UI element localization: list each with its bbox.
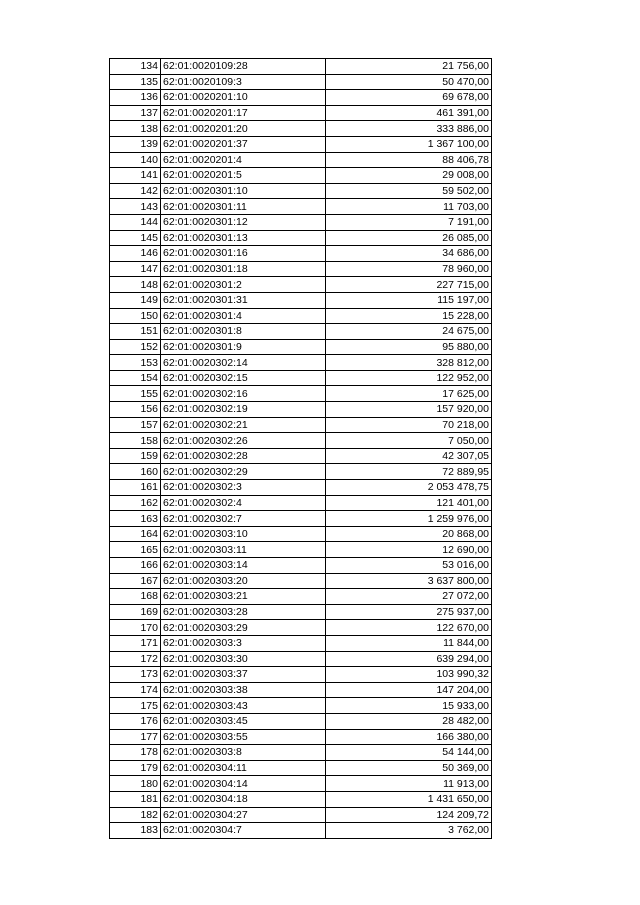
cadastral-value-cell: 121 401,00 [326,495,492,511]
table-row [110,729,492,745]
row-number-cell: 161 [110,480,161,496]
row-number-cell: 160 [110,464,161,480]
cadastral-value-cell: 7 050,00 [326,433,492,449]
cadastral-value-cell: 78 960,00 [326,261,492,277]
table-row [110,339,492,355]
table-row [110,433,492,449]
row-number-cell: 153 [110,355,161,371]
row-number-cell: 178 [110,745,161,761]
cadastral-number-cell: 62:01:0020302:15 [161,370,326,386]
table-row [110,464,492,480]
row-number-cell: 151 [110,324,161,340]
row-number-cell: 150 [110,308,161,324]
row-number-cell: 156 [110,402,161,418]
cadastral-number-cell: 62:01:0020303:10 [161,526,326,542]
row-number-cell: 157 [110,417,161,433]
cadastral-value-cell: 1 259 976,00 [326,511,492,527]
cadastral-value-cell: 1 431 650,00 [326,791,492,807]
cadastral-number-cell: 62:01:0020301:8 [161,324,326,340]
cadastral-number-cell: 62:01:0020303:38 [161,682,326,698]
cadastral-value-cell: 3 637 800,00 [326,573,492,589]
cadastral-number-cell: 62:01:0020302:26 [161,433,326,449]
table-row [110,526,492,542]
cadastral-value-cell: 124 209,72 [326,807,492,823]
cadastral-value-cell: 333 886,00 [326,121,492,137]
cadastral-value-cell: 275 937,00 [326,604,492,620]
row-number-cell: 149 [110,292,161,308]
cadastral-value-cell: 1 367 100,00 [326,136,492,152]
table-row [110,230,492,246]
row-number-cell: 176 [110,713,161,729]
cadastral-value-cell: 11 913,00 [326,776,492,792]
row-number-cell: 179 [110,760,161,776]
cadastral-number-cell: 62:01:0020302:7 [161,511,326,527]
table-row [110,667,492,683]
cadastral-number-cell: 62:01:0020302:14 [161,355,326,371]
row-number-cell: 170 [110,620,161,636]
cadastral-number-cell: 62:01:0020303:37 [161,667,326,683]
cadastral-value-table [109,58,492,839]
cadastral-number-cell: 62:01:0020301:10 [161,183,326,199]
cadastral-value-cell: 122 952,00 [326,370,492,386]
cadastral-number-cell: 62:01:0020303:55 [161,729,326,745]
cadastral-value-cell: 34 686,00 [326,246,492,262]
cadastral-number-cell: 62:01:0020303:3 [161,635,326,651]
cadastral-value-cell: 122 670,00 [326,620,492,636]
cadastral-number-cell: 62:01:0020201:10 [161,90,326,106]
table-row [110,807,492,823]
row-number-cell: 183 [110,823,161,839]
row-number-cell: 169 [110,604,161,620]
cadastral-number-cell: 62:01:0020109:28 [161,59,326,75]
row-number-cell: 180 [110,776,161,792]
cadastral-value-cell: 50 369,00 [326,760,492,776]
table-row [110,370,492,386]
row-number-cell: 152 [110,339,161,355]
table-row [110,277,492,293]
cadastral-value-cell: 147 204,00 [326,682,492,698]
row-number-cell: 159 [110,448,161,464]
cadastral-number-cell: 62:01:0020302:28 [161,448,326,464]
cadastral-number-cell: 62:01:0020301:31 [161,292,326,308]
row-number-cell: 147 [110,261,161,277]
row-number-cell: 146 [110,246,161,262]
table-row [110,199,492,215]
cadastral-value-cell: 11 844,00 [326,635,492,651]
cadastral-value-cell: 88 406,78 [326,152,492,168]
row-number-cell: 154 [110,370,161,386]
row-number-cell: 141 [110,168,161,184]
table-row [110,246,492,262]
table-row [110,791,492,807]
row-number-cell: 138 [110,121,161,137]
table-row [110,542,492,558]
table-row [110,417,492,433]
table-row [110,448,492,464]
table-row [110,261,492,277]
cadastral-number-cell: 62:01:0020109:3 [161,74,326,90]
cadastral-number-cell: 62:01:0020301:12 [161,214,326,230]
table-row [110,152,492,168]
row-number-cell: 163 [110,511,161,527]
cadastral-number-cell: 62:01:0020303:30 [161,651,326,667]
cadastral-number-cell: 62:01:0020301:9 [161,339,326,355]
cadastral-number-cell: 62:01:0020303:11 [161,542,326,558]
cadastral-number-cell: 62:01:0020302:3 [161,480,326,496]
table-row [110,635,492,651]
cadastral-number-cell: 62:01:0020201:37 [161,136,326,152]
table-row [110,511,492,527]
cadastral-value-cell: 28 482,00 [326,713,492,729]
table-row [110,573,492,589]
table-row [110,480,492,496]
table-row [110,292,492,308]
table-row [110,698,492,714]
cadastral-number-cell: 62:01:0020301:13 [161,230,326,246]
cadastral-number-cell: 62:01:0020301:2 [161,277,326,293]
cadastral-value-cell: 54 144,00 [326,745,492,761]
table-row [110,651,492,667]
table-row [110,745,492,761]
table-row [110,604,492,620]
table-row [110,59,492,75]
cadastral-value-cell: 157 920,00 [326,402,492,418]
row-number-cell: 167 [110,573,161,589]
cadastral-value-cell: 227 715,00 [326,277,492,293]
cadastral-value-cell: 3 762,00 [326,823,492,839]
cadastral-value-cell: 27 072,00 [326,589,492,605]
cadastral-number-cell: 62:01:0020304:27 [161,807,326,823]
cadastral-value-cell: 69 678,00 [326,90,492,106]
table-row [110,74,492,90]
cadastral-number-cell: 62:01:0020304:11 [161,760,326,776]
table-body [110,59,492,839]
row-number-cell: 145 [110,230,161,246]
table-row [110,121,492,137]
cadastral-value-cell: 95 880,00 [326,339,492,355]
cadastral-number-cell: 62:01:0020302:21 [161,417,326,433]
cadastral-number-cell: 62:01:0020303:8 [161,745,326,761]
cadastral-number-cell: 62:01:0020303:21 [161,589,326,605]
cadastral-value-cell: 12 690,00 [326,542,492,558]
table-row [110,402,492,418]
row-number-cell: 162 [110,495,161,511]
cadastral-number-cell: 62:01:0020304:7 [161,823,326,839]
cadastral-value-cell: 15 933,00 [326,698,492,714]
cadastral-number-cell: 62:01:0020303:43 [161,698,326,714]
cadastral-value-cell: 15 228,00 [326,308,492,324]
cadastral-number-cell: 62:01:0020201:20 [161,121,326,137]
table-row [110,776,492,792]
cadastral-value-cell: 7 191,00 [326,214,492,230]
table-row [110,823,492,839]
table-row [110,558,492,574]
row-number-cell: 177 [110,729,161,745]
cadastral-value-cell: 17 625,00 [326,386,492,402]
row-number-cell: 144 [110,214,161,230]
cadastral-number-cell: 62:01:0020303:45 [161,713,326,729]
row-number-cell: 142 [110,183,161,199]
cadastral-value-cell: 103 990,32 [326,667,492,683]
cadastral-number-cell: 62:01:0020302:4 [161,495,326,511]
cadastral-number-cell: 62:01:0020201:4 [161,152,326,168]
table-row [110,682,492,698]
row-number-cell: 143 [110,199,161,215]
cadastral-value-cell: 70 218,00 [326,417,492,433]
row-number-cell: 174 [110,682,161,698]
cadastral-value-cell: 20 868,00 [326,526,492,542]
row-number-cell: 171 [110,635,161,651]
cadastral-value-cell: 72 889,95 [326,464,492,480]
cadastral-number-cell: 62:01:0020304:14 [161,776,326,792]
row-number-cell: 148 [110,277,161,293]
row-number-cell: 165 [110,542,161,558]
table-row [110,324,492,340]
cadastral-value-cell: 42 307,05 [326,448,492,464]
table-row [110,713,492,729]
row-number-cell: 135 [110,74,161,90]
table-row [110,355,492,371]
row-number-cell: 168 [110,589,161,605]
cadastral-value-cell: 461 391,00 [326,105,492,121]
table-row [110,620,492,636]
cadastral-number-cell: 62:01:0020201:17 [161,105,326,121]
cadastral-number-cell: 62:01:0020302:29 [161,464,326,480]
cadastral-number-cell: 62:01:0020201:5 [161,168,326,184]
row-number-cell: 155 [110,386,161,402]
row-number-cell: 172 [110,651,161,667]
cadastral-number-cell: 62:01:0020302:16 [161,386,326,402]
table-row [110,589,492,605]
table-row [110,136,492,152]
cadastral-number-cell: 62:01:0020301:16 [161,246,326,262]
row-number-cell: 136 [110,90,161,106]
table-row [110,183,492,199]
cadastral-value-cell: 29 008,00 [326,168,492,184]
cadastral-value-cell: 328 812,00 [326,355,492,371]
cadastral-number-cell: 62:01:0020303:20 [161,573,326,589]
cadastral-value-cell: 59 502,00 [326,183,492,199]
row-number-cell: 173 [110,667,161,683]
cadastral-value-cell: 11 703,00 [326,199,492,215]
cadastral-number-cell: 62:01:0020301:4 [161,308,326,324]
table-row [110,386,492,402]
cadastral-number-cell: 62:01:0020302:19 [161,402,326,418]
cadastral-value-cell: 115 197,00 [326,292,492,308]
row-number-cell: 181 [110,791,161,807]
cadastral-value-cell: 21 756,00 [326,59,492,75]
cadastral-number-cell: 62:01:0020303:29 [161,620,326,636]
table-row [110,105,492,121]
cadastral-number-cell: 62:01:0020303:14 [161,558,326,574]
table-row [110,90,492,106]
cadastral-value-cell: 53 016,00 [326,558,492,574]
row-number-cell: 166 [110,558,161,574]
row-number-cell: 164 [110,526,161,542]
cadastral-number-cell: 62:01:0020301:18 [161,261,326,277]
cadastral-number-cell: 62:01:0020301:11 [161,199,326,215]
cadastral-number-cell: 62:01:0020303:28 [161,604,326,620]
row-number-cell: 134 [110,59,161,75]
cadastral-value-cell: 2 053 478,75 [326,480,492,496]
table-row [110,168,492,184]
row-number-cell: 182 [110,807,161,823]
table-row [110,214,492,230]
row-number-cell: 139 [110,136,161,152]
table-row [110,495,492,511]
cadastral-value-cell: 50 470,00 [326,74,492,90]
row-number-cell: 158 [110,433,161,449]
cadastral-value-cell: 24 675,00 [326,324,492,340]
row-number-cell: 137 [110,105,161,121]
row-number-cell: 140 [110,152,161,168]
row-number-cell: 175 [110,698,161,714]
cadastral-value-cell: 26 085,00 [326,230,492,246]
cadastral-value-cell: 166 380,00 [326,729,492,745]
cadastral-value-cell: 639 294,00 [326,651,492,667]
table-row [110,308,492,324]
cadastral-number-cell: 62:01:0020304:18 [161,791,326,807]
table-row [110,760,492,776]
